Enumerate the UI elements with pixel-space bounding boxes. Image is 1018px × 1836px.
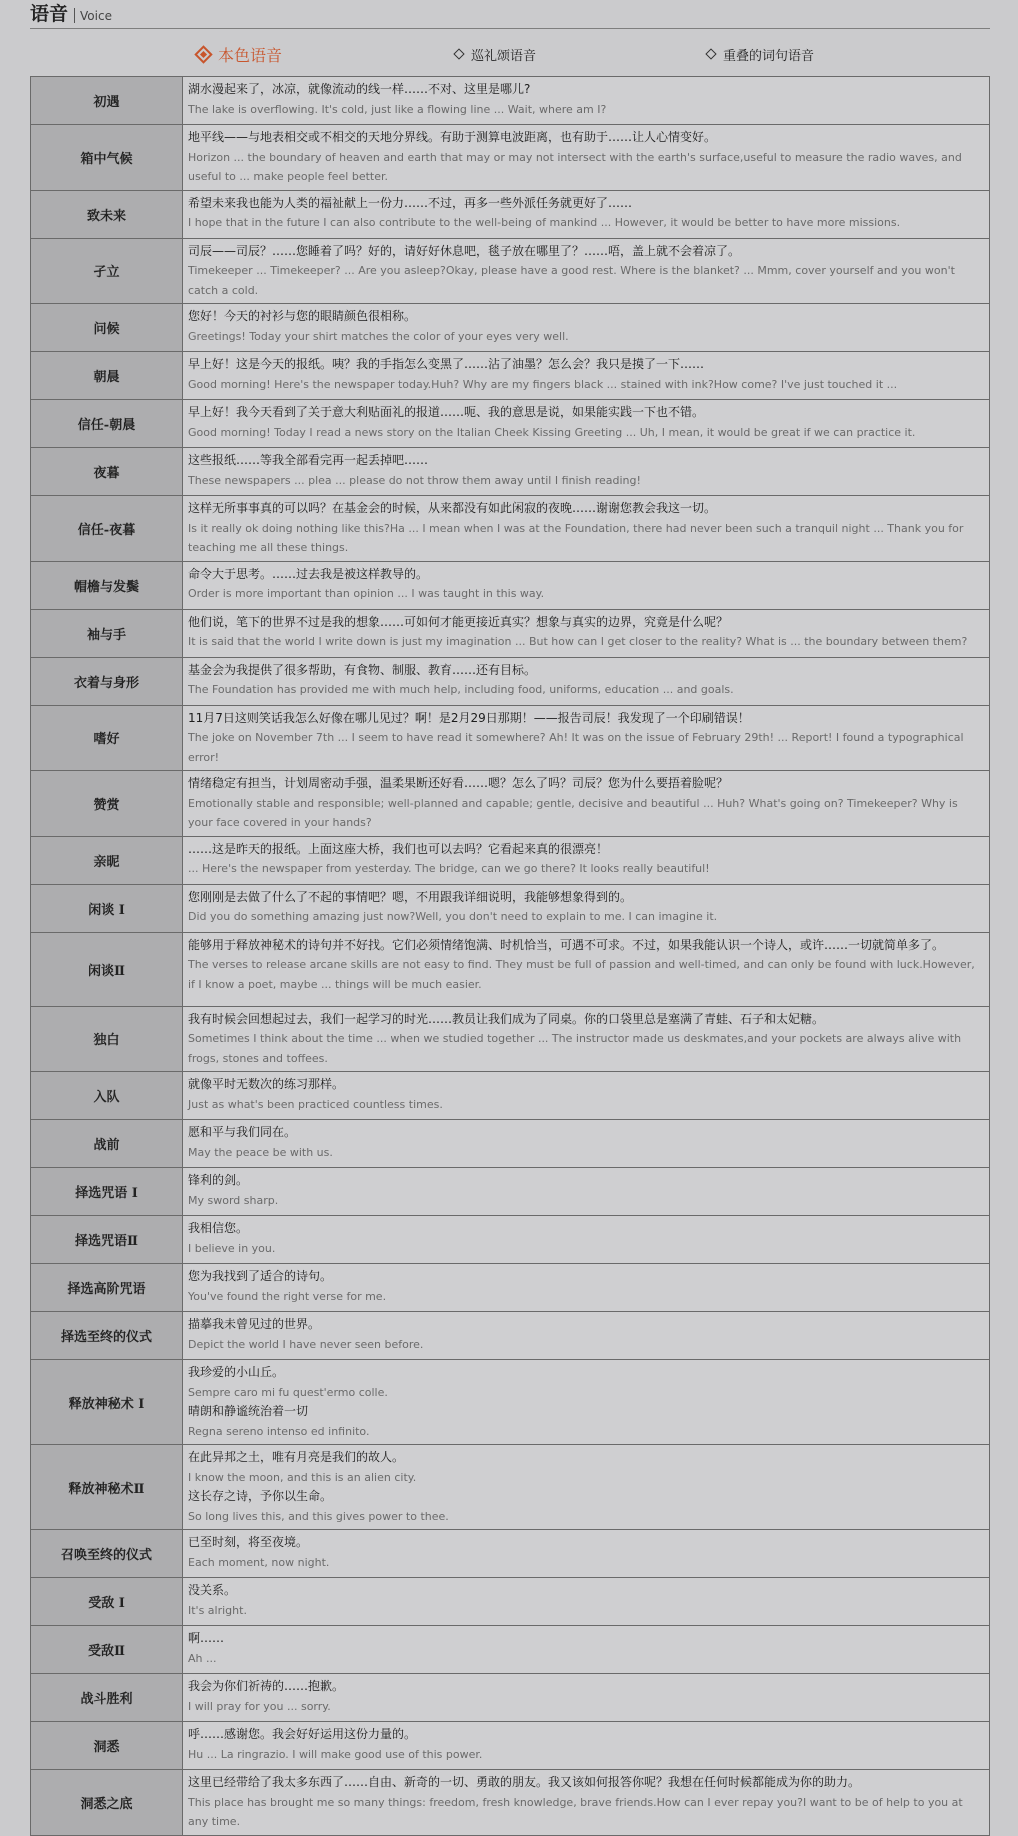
- voice-text-english: This place has brought me so many things: freedom, fresh knowledge, brave friends.How can I ever repay you?I want to be of help to you at any time.: [188, 1795, 963, 1828]
- voice-text-chinese: 11月7日这则笑话我怎么好像在哪儿见过？啊！是2月29日那期！——报告司辰！我发现了一个印刷错误！: [188, 710, 750, 725]
- voice-line-name: 帽檐与发鬓: [31, 561, 183, 609]
- table-row: [31, 705, 990, 771]
- voice-line-name: 朝晨: [31, 352, 183, 400]
- voice-line-name: 夜暮: [31, 448, 183, 496]
- voice-line-content: [183, 1770, 990, 1836]
- voice-text-chinese: 愿和平与我们同在。: [188, 1125, 297, 1139]
- voice-text-english: ... Here's the newspaper from yesterday. The bridge, can we go there? It looks really beautiful!: [188, 862, 710, 875]
- table-row: [31, 1216, 990, 1264]
- table-row: [31, 609, 990, 657]
- voice-text-english: So long lives this, and this gives power to thee.: [188, 1509, 449, 1523]
- voice-text-english: Order is more important than opinion ... I was taught in this way.: [188, 587, 545, 600]
- voice-text-english: Greetings! Today your shirt matches the color of your eyes very well.: [188, 329, 569, 343]
- voice-tabs: [30, 42, 990, 66]
- voice-text-chinese: 司辰——司辰？……您睡着了吗？好的，请好好休息吧，毯子放在哪里了？……唔，盖上就不会着凉了。: [188, 243, 741, 258]
- voice-line-content: [183, 238, 990, 304]
- voice-line-name: 择选咒语Ⅱ: [31, 1216, 183, 1264]
- voice-text-english: The lake is overflowing. It's cold, just like a flowing line ... Wait, where am I?: [188, 102, 607, 116]
- voice-line-content: [183, 1264, 990, 1312]
- table-row: [31, 1530, 990, 1578]
- voice-text-english: Hu ... La ringrazio. I will make good use of this power.: [188, 1747, 483, 1761]
- tab-overlapping-voice[interactable]: [707, 42, 814, 66]
- voice-line-name: 择选至终的仪式: [31, 1312, 183, 1360]
- voice-text-chinese: 我会为你们祈祷的……抱歉。: [188, 1679, 345, 1693]
- voice-text-english: It's alright.: [188, 1603, 247, 1617]
- voice-line-content: [183, 1168, 990, 1216]
- table-row: [31, 657, 990, 705]
- voice-line-name: 致未来: [31, 190, 183, 238]
- voice-line-content: [183, 77, 990, 125]
- voice-text-chinese: 他们说，笔下的世界不过是我的想象……可如何才能更接近真实？想象与真实的边界，究竟是什么呢？: [188, 614, 729, 629]
- voice-text-chinese: 没关系。: [188, 1583, 237, 1597]
- voice-text-chinese: 这样无所事事真的可以吗？在基金会的时候，从来都没有如此闲寂的夜晚……谢谢您教会我这一切。: [188, 501, 717, 515]
- voice-line-content: [183, 609, 990, 657]
- table-row: [31, 561, 990, 609]
- voice-line-name: 衣着与身形: [31, 657, 183, 705]
- voice-line-content: [183, 352, 990, 400]
- voice-line-content: [183, 1072, 990, 1120]
- voice-line-content: [183, 1578, 990, 1626]
- voice-line-content: [183, 1674, 990, 1722]
- voice-line-name: 释放神秘术Ⅱ: [31, 1445, 183, 1530]
- voice-text-english: You've found the right verse for me.: [188, 1289, 387, 1303]
- voice-text-english: Is it really ok doing nothing like this?Ha ... I mean when I was at the Foundation, there had never been such a tranquil night ... Thank you for teaching me all these things.: [188, 521, 964, 554]
- voice-text-chinese: 描摹我未曾见过的世界。: [188, 1317, 321, 1331]
- voice-line-name: 嗜好: [31, 705, 183, 771]
- table-row: [31, 1360, 990, 1445]
- voice-line-name: 召唤至终的仪式: [31, 1530, 183, 1578]
- section-subtitle: Voice: [80, 9, 112, 23]
- voice-text-chinese: 地平线——与地表相交或不相交的天地分界线。有助于测算电波距离，也有助于……让人心情变好。: [188, 130, 717, 144]
- voice-text-english: Each moment, now night.: [188, 1555, 330, 1569]
- diamond-icon: [705, 48, 716, 59]
- voice-text-chinese: 我有时候会回想起过去，我们一起学习的时光……教员让我们成为了同桌。你的口袋里总是塞满了青蛙、石子和太妃糖。: [188, 1011, 825, 1026]
- voice-text-chinese: 您为我找到了适合的诗句。: [188, 1269, 333, 1283]
- voice-text-chinese: 基金会为我提供了很多帮助，有食物、制服、教育……还有目标。: [188, 662, 537, 677]
- table-row: [31, 77, 990, 125]
- voice-text-english: Sempre caro mi fu quest'ermo colle.: [188, 1385, 388, 1399]
- voice-line-content: [183, 771, 990, 837]
- voice-text-english: My sword sharp.: [188, 1193, 279, 1207]
- voice-line-content: [183, 1360, 990, 1445]
- voice-line-name: 洞悉之底: [31, 1770, 183, 1836]
- voice-line-name: 箱中气候: [31, 125, 183, 191]
- voice-text-chinese: 在此异邦之土，唯有月亮是我们的故人。: [188, 1450, 405, 1464]
- voice-text-english: Good morning! Here's the newspaper today.Huh? Why are my fingers black ... stained with ink?How come? I've just touched it ...: [188, 377, 898, 391]
- voice-line-content: [183, 1216, 990, 1264]
- table-row: [31, 238, 990, 304]
- voice-text-chinese: 能够用于释放神秘术的诗句并不好找。它们必须情绪饱满、时机恰当，可遇不可求。不过，如果我能认识一个诗人，或许……一切就简单多了。: [188, 937, 945, 952]
- voice-line-content: [183, 1530, 990, 1578]
- voice-text-english: May the peace be with us.: [188, 1145, 333, 1159]
- voice-table: [30, 76, 990, 1836]
- voice-text-chinese: 锋利的剑。: [188, 1173, 249, 1187]
- voice-text-english: Regna sereno intenso ed infinito.: [188, 1424, 370, 1438]
- voice-text-english: Emotionally stable and responsible; well-planned and capable; gentle, decisive and beautiful ... Huh? What's going on? Timekeeper? Why is your face covered in your hands?: [188, 796, 958, 829]
- voice-text-chinese: ……这是昨天的报纸。上面这座大桥，我们也可以去吗？它看起来真的很漂亮！: [188, 841, 609, 856]
- voice-text-chinese: 晴朗和静谧统治着一切: [188, 1404, 309, 1418]
- voice-line-content: [183, 657, 990, 705]
- table-row: [31, 400, 990, 448]
- voice-text-chinese: 已至时刻，将至夜境。: [188, 1535, 309, 1549]
- voice-text-chinese: 这长存之诗，予你以生命。: [188, 1489, 333, 1503]
- voice-line-content: [183, 1120, 990, 1168]
- voice-line-name: 洞悉: [31, 1722, 183, 1770]
- voice-line-content: [183, 448, 990, 496]
- voice-line-content: [183, 304, 990, 352]
- voice-text-english: Sometimes I think about the time ... when we studied together ... The instructor made us deskmates,and your pockets are always alive with frogs, stones and toffees.: [188, 1032, 962, 1065]
- voice-line-name: 闲谈Ⅱ: [31, 932, 183, 1006]
- table-row: [31, 1120, 990, 1168]
- voice-line-content: [183, 705, 990, 771]
- voice-line-name: 信任-夜暮: [31, 496, 183, 562]
- voice-text-english: The Foundation has provided me with much help, including food, uniforms, education ... and goals.: [188, 683, 734, 696]
- table-row: [31, 125, 990, 191]
- table-row: [31, 1168, 990, 1216]
- table-row: [31, 1626, 990, 1674]
- voice-text-chinese: 湖水漫起来了，冰凉，就像流动的线一样……不对、这里是哪儿?: [188, 82, 531, 96]
- voice-line-content: [183, 496, 990, 562]
- voice-text-english: Ah ...: [188, 1651, 217, 1665]
- table-row: [31, 1674, 990, 1722]
- voice-line-name: 信任-朝晨: [31, 400, 183, 448]
- voice-text-english: The verses to release arcane skills are not easy to find. They must be full of passion and well-timed, and can only be found with luck.However, if I know a poet, maybe ... things will be much easier.: [188, 958, 975, 991]
- table-row: [31, 304, 990, 352]
- voice-text-english: It is said that the world I write down is just my imagination ... But how can I get closer to the reality? What is ... the boundary between them?: [188, 635, 968, 648]
- voice-text-english: Depict the world I have never seen before.: [188, 1337, 424, 1351]
- table-row: [31, 1006, 990, 1072]
- table-row: [31, 352, 990, 400]
- table-row: [31, 771, 990, 837]
- voice-text-chinese: 您好！今天的衬衫与您的眼睛颜色很相称。: [188, 309, 417, 323]
- table-row: [31, 496, 990, 562]
- voice-text-english: I hope that in the future I can also contribute to the well-being of mankind ... However, it would be better to have more missions.: [188, 216, 901, 229]
- voice-text-english: Just as what's been practiced countless times.: [188, 1097, 443, 1111]
- voice-line-content: [183, 1312, 990, 1360]
- voice-line-content: [183, 932, 990, 1006]
- table-row: [31, 448, 990, 496]
- title-divider: [74, 8, 75, 23]
- voice-text-english: Horizon ... the boundary of heaven and earth that may or may not intersect with the earth's surface,useful to measure the radio waves, and useful to ... make people feel better.: [188, 150, 962, 183]
- voice-line-content: [183, 561, 990, 609]
- voice-line-content: [183, 884, 990, 932]
- voice-text-chinese: 就像平时无数次的练习那样。: [188, 1077, 345, 1091]
- voice-text-chinese: 呼……感谢您。我会好好运用这份力量的。: [188, 1727, 417, 1741]
- table-row: [31, 1264, 990, 1312]
- voice-line-name: 入队: [31, 1072, 183, 1120]
- table-row: [31, 836, 990, 884]
- voice-line-content: [183, 1722, 990, 1770]
- voice-text-chinese: 您刚刚是去做了什么了不起的事情吧？嗯，不用跟我详细说明，我能够想象得到的。: [188, 889, 633, 904]
- voice-line-name: 择选高阶咒语: [31, 1264, 183, 1312]
- voice-line-name: 孑立: [31, 238, 183, 304]
- diamond-icon: [194, 45, 212, 63]
- voice-line-content: [183, 1445, 990, 1530]
- voice-text-chinese: 啊……: [188, 1631, 225, 1645]
- voice-text-chinese: 情绪稳定有担当，计划周密动手强，温柔果断还好看……嗯？怎么了吗？司辰？您为什么要捂着脸呢？: [188, 776, 729, 790]
- voice-text-chinese: 希望未来我也能为人类的福祉献上一份力……不过，再多一些外派任务就更好了……: [188, 195, 633, 210]
- voice-text-english: I believe in you.: [188, 1241, 276, 1255]
- voice-line-name: 赞赏: [31, 771, 183, 837]
- voice-text-english: The joke on November 7th ... I seem to have read it somewhere? Ah! It was on the issue of February 29th! ... Report! I found a typographical error!: [188, 731, 964, 764]
- tab-label: 重叠的词句语音: [723, 48, 815, 64]
- voice-line-name: 战前: [31, 1120, 183, 1168]
- table-row: [31, 884, 990, 932]
- voice-line-name: 亲昵: [31, 836, 183, 884]
- voice-text-chinese: 我珍爱的小山丘。: [188, 1365, 285, 1379]
- voice-line-content: [183, 1006, 990, 1072]
- voice-line-name: 问候: [31, 304, 183, 352]
- voice-line-name: 受敌Ⅱ: [31, 1626, 183, 1674]
- voice-line-content: [183, 836, 990, 884]
- voice-text-english: I will pray for you ... sorry.: [188, 1699, 331, 1713]
- table-row: [31, 1722, 990, 1770]
- voice-line-content: [183, 190, 990, 238]
- voice-text-english: I know the moon, and this is an alien city.: [188, 1470, 417, 1484]
- voice-text-english: Did you do something amazing just now?Well, you don't need to explain to me. I can imagine it.: [188, 910, 718, 923]
- tab-pilgrimage-voice[interactable]: [455, 42, 536, 66]
- voice-line-content: [183, 400, 990, 448]
- voice-text-chinese: 早上好！我今天看到了关于意大利贴面礼的报道……呃、我的意思是说，如果能实践一下也不错。: [188, 405, 705, 419]
- voice-text-chinese: 早上好！这是今天的报纸。咦？我的手指怎么变黑了……沾了油墨？怎么会？我只是摸了一下……: [188, 357, 705, 371]
- voice-line-name: 战斗胜利: [31, 1674, 183, 1722]
- table-row: [31, 932, 990, 1006]
- table-row: [31, 1445, 990, 1530]
- voice-text-english: Good morning! Today I read a news story on the Italian Cheek Kissing Greeting ... Uh, I mean, it would be great if we can practice it.: [188, 425, 916, 439]
- table-row: [31, 1072, 990, 1120]
- voice-line-content: [183, 125, 990, 191]
- voice-line-name: 释放神秘术 I: [31, 1360, 183, 1445]
- diamond-icon: [453, 48, 464, 59]
- voice-text-chinese: 这些报纸……等我全部看完再一起丢掉吧……: [188, 453, 429, 467]
- voice-line-name: 袖与手: [31, 609, 183, 657]
- voice-text-chinese: 我相信您。: [188, 1221, 249, 1235]
- voice-text-chinese: 这里已经带给了我太多东西了……自由、新奇的一切、勇敢的朋友。我又该如何报答你呢？我想在任何时候都能成为你的助力。: [188, 1775, 861, 1789]
- tab-label: 巡礼颂语音: [471, 48, 537, 64]
- table-row: [31, 1312, 990, 1360]
- section-header: [30, 0, 990, 29]
- voice-line-content: [183, 1626, 990, 1674]
- table-row: [31, 1770, 990, 1836]
- voice-text-english: Timekeeper ... Timekeeper? ... Are you asleep?Okay, please have a good rest. Where is the blanket? ... Mmm, cover yourself and you won't catch a cold.: [188, 264, 955, 297]
- voice-text-chinese: 命令大于思考。……过去我是被这样教导的。: [188, 566, 429, 581]
- voice-line-name: 择选咒语 I: [31, 1168, 183, 1216]
- voice-line-name: 闲谈 I: [31, 884, 183, 932]
- voice-line-name: 独白: [31, 1006, 183, 1072]
- tab-base-voice[interactable]: [197, 42, 282, 66]
- table-row: [31, 1578, 990, 1626]
- voice-text-english: These newspapers ... plea ... please do not throw them away until I finish reading!: [188, 473, 641, 487]
- voice-line-name: 初遇: [31, 77, 183, 125]
- section-title: 语音: [30, 3, 69, 25]
- table-row: [31, 190, 990, 238]
- tab-label: 本色语音: [218, 45, 283, 65]
- voice-line-name: 受敌 I: [31, 1578, 183, 1626]
